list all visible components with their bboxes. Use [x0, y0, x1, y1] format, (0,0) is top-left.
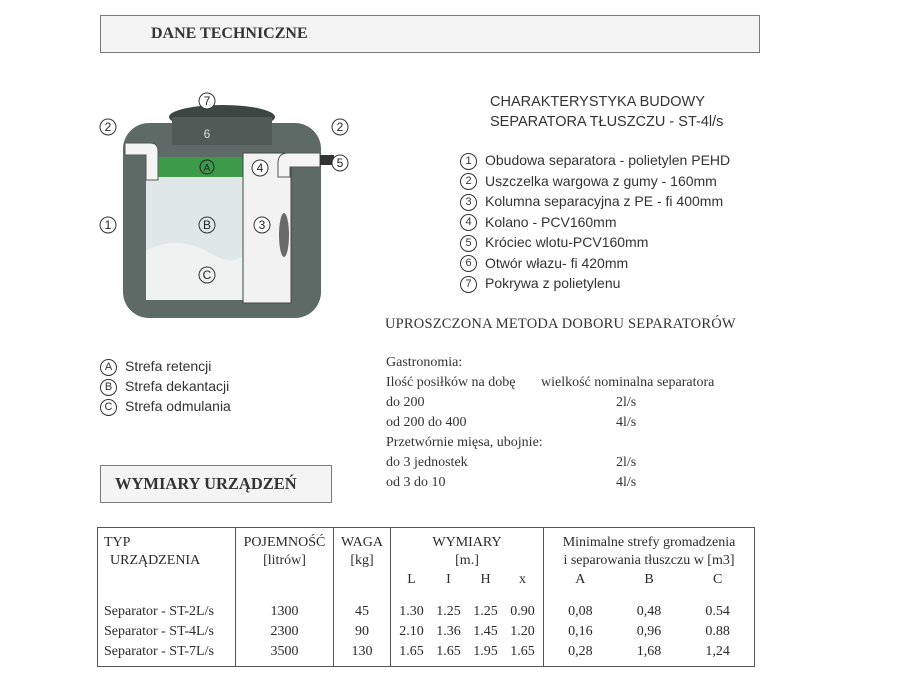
legend-item [100, 398, 231, 418]
zone-A-header: A [575, 572, 586, 587]
dim-cell: 1.25 [473, 604, 498, 619]
list-item-text: Kolano - PCV160mm [485, 213, 617, 230]
size-cell: 4l/s [616, 475, 637, 490]
meat-label: Przetwórnie mięsa, ubojnie: [386, 435, 543, 450]
dim-cell: 1.65 [510, 644, 535, 659]
table-row [386, 415, 766, 435]
dim-L-header: L [407, 572, 416, 587]
weight-header-1: WAGA [341, 535, 383, 550]
legend-text: Strefa retencji [125, 358, 212, 374]
table-row [386, 455, 766, 475]
marker-4 [252, 160, 268, 176]
legend-item [100, 378, 231, 398]
zone-cell: 0.88 [705, 624, 730, 639]
list-item-text: Pokrywa z polietylenu [485, 275, 621, 291]
column-opening [279, 213, 289, 257]
zones-column [544, 528, 755, 667]
range-cell: do 200 [386, 395, 425, 410]
dim-cell: 1.20 [510, 624, 535, 639]
list-item-text: Kolumna separacyjna z PE - fi 400mm [485, 193, 724, 209]
dim-cell: 1.45 [473, 624, 498, 639]
row-name-3: Separator - ST-7L/s [104, 644, 214, 659]
zones-header-1: Minimalne strefy gromadzenia [562, 535, 736, 550]
dim-cell: 1.65 [436, 644, 461, 659]
zone-a-band [146, 157, 248, 177]
zone-cell: 0,96 [636, 624, 662, 639]
svg-text:B: B [202, 218, 212, 232]
range-cell: od 3 do 10 [386, 475, 446, 490]
construction-title [490, 92, 723, 132]
dims-header-1: WYMIARY [432, 535, 502, 550]
zone-cell: 0,16 [568, 624, 593, 639]
dim-cell: 1.36 [436, 624, 461, 639]
svg-text:2: 2 [104, 120, 112, 134]
svg-text:A: A [203, 163, 211, 174]
svg-text:6: 6 [203, 127, 211, 141]
list-item [460, 214, 730, 235]
range-cell: do 3 jednostek [386, 455, 468, 470]
zone-cell: 0,08 [568, 604, 593, 619]
number-badge: 5 [460, 235, 477, 252]
zone-cell: 0.54 [705, 604, 730, 619]
marker-7 [199, 93, 215, 109]
capacity-cell: 2300 [270, 624, 299, 639]
capacity-cell: 3500 [270, 644, 299, 659]
zones-header-2: i separowania tłuszczu w [m3] [563, 553, 735, 568]
size-cell: 2l/s [616, 455, 637, 470]
list-item-text: Otwór włazu- fi 420mm [485, 254, 629, 271]
size-cell: 2l/s [616, 395, 637, 410]
dimensions-header [100, 465, 332, 503]
dim-x-header: x [519, 572, 526, 587]
list-item-text: Króciec wlotu-PCV160mm [485, 234, 649, 250]
weight-cell: 45 [355, 604, 369, 619]
size-header: wielkość nominalna separatora [541, 375, 715, 390]
dims-header-2: [m.] [455, 553, 479, 568]
row-name-1: Separator - ST-2L/s [104, 604, 214, 619]
list-item [460, 234, 730, 255]
number-badge: 4 [460, 214, 477, 231]
zone-C-header: C [712, 572, 723, 587]
number-badge: 1 [460, 153, 477, 170]
list-item [460, 255, 730, 276]
weight-cell: 130 [351, 644, 373, 659]
list-item-text: Uszczelka wargowa z gumy - 160mm [485, 172, 717, 189]
section-title: DANE TECHNICZNE [151, 25, 308, 42]
selection-header-row [386, 375, 766, 395]
dim-cell: 1.65 [399, 644, 424, 659]
separator-diagram [90, 85, 360, 325]
dimensions-column [391, 528, 544, 667]
zone-badge: A [100, 359, 117, 376]
capacity-header-1: POJEMNOŚĆ [243, 535, 326, 550]
selection-table [386, 355, 766, 495]
zone-cell: 1,68 [636, 644, 662, 659]
marker-5 [332, 155, 348, 171]
marker-3 [254, 217, 270, 233]
svg-text:C: C [202, 268, 212, 282]
list-item [460, 152, 730, 173]
number-badge: 7 [460, 276, 477, 293]
capacity-cell: 1300 [270, 604, 299, 619]
zone-badge: C [100, 399, 117, 416]
dim-H-header: H [480, 572, 491, 587]
list-item [460, 173, 730, 194]
range-cell: od 200 do 400 [386, 415, 467, 430]
svg-text:5: 5 [336, 156, 344, 170]
marker-2-right [332, 119, 348, 135]
zone-cell: 0,48 [636, 604, 662, 619]
dim-cell: 2.10 [399, 624, 424, 639]
type-header-1: TYP [104, 535, 131, 550]
meat-label-row [386, 435, 766, 455]
selection-title: UPROSZCZONA METODA DOBORU SEPARATORÓW [385, 316, 736, 332]
capacity-header-2: [litrów] [263, 553, 306, 568]
dimensions-title: WYMIARY URZĄDZEŃ [115, 474, 297, 493]
dim-I-header: I [446, 572, 451, 587]
legend-text: Strefa dekantacji [125, 378, 230, 394]
weight-cell: 90 [355, 624, 369, 639]
legend-text: Strefa odmulania [125, 398, 231, 414]
capacity-column [236, 528, 334, 667]
svg-text:7: 7 [203, 94, 211, 108]
construction-title-line2: SEPARATORA TŁUSZCZU - ST-4l/s [490, 114, 724, 130]
marker-1 [100, 217, 116, 233]
gastronomy-label: Gastronomia: [386, 355, 463, 370]
type-header-2: URZĄDZENIA [110, 553, 201, 568]
table-row [386, 475, 766, 495]
svg-text:2: 2 [336, 120, 344, 134]
dimensions-table [97, 527, 755, 667]
weight-column [334, 528, 391, 667]
svg-text:4: 4 [256, 161, 264, 175]
section-header-technical-data [100, 15, 760, 53]
dim-cell: 0.90 [510, 604, 535, 619]
zone-cell: 1,24 [705, 644, 730, 659]
number-badge: 2 [460, 173, 477, 190]
type-column [98, 528, 236, 667]
marker-6 [204, 127, 211, 141]
zone-B-header: B [644, 572, 654, 587]
legend-item [100, 358, 231, 378]
zones-legend [100, 358, 231, 418]
weight-header-2: [kg] [350, 553, 374, 568]
dim-cell: 1.25 [436, 604, 461, 619]
meals-header: Ilość posiłków na dobę [386, 375, 516, 390]
row-name-2: Separator - ST-4L/s [104, 624, 214, 639]
list-item-text: Obudowa separatora - polietylen PEHD [485, 152, 731, 168]
size-cell: 4l/s [616, 415, 637, 430]
construction-list [460, 152, 730, 296]
table-row [386, 395, 766, 415]
svg-text:1: 1 [104, 218, 112, 232]
number-badge: 3 [460, 194, 477, 211]
list-item [460, 275, 730, 296]
list-item [460, 193, 730, 214]
number-badge: 6 [460, 255, 477, 272]
construction-title-line1: CHARAKTERYSTYKA BUDOWY [490, 94, 705, 110]
table-row [98, 528, 755, 667]
svg-text:3: 3 [258, 218, 266, 232]
manhole [172, 117, 272, 145]
gastronomy-label-row [386, 355, 766, 375]
zone-badge: B [100, 379, 117, 396]
marker-2-left [100, 119, 116, 135]
dim-cell: 1.95 [473, 644, 498, 659]
zone-cell: 0,28 [568, 644, 593, 659]
dim-cell: 1.30 [399, 604, 424, 619]
